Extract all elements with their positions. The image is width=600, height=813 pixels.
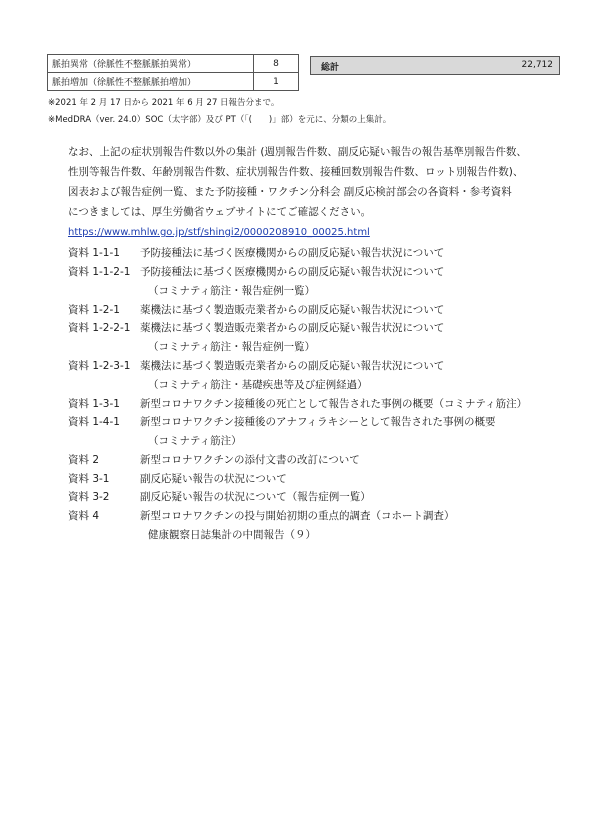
reference-title: 新型コロナワクチン接種後の死亡として報告された事例の概要（コミナティ筋注）: [140, 398, 528, 410]
reference-item: [68, 452, 360, 467]
symptom-name: 脈拍増加（徐脈性不整脈脈拍増加）: [48, 73, 254, 91]
total-value: 22,712: [521, 60, 553, 70]
reference-title: 副反応疑い報告の状況について: [140, 473, 287, 485]
reference-item: [68, 302, 444, 317]
reference-id: 資料 2: [68, 454, 100, 466]
symptom-count: 1: [254, 73, 299, 91]
reference-item: [68, 396, 527, 411]
reference-subtitle: （コミナティ筋注・基礎疾患等及び症例経過）: [148, 379, 368, 391]
symptom-count: 8: [254, 55, 299, 73]
note-period: ※2021 年 2 月 17 日から 2021 年 6 月 27 日報告分まで。: [48, 98, 280, 108]
reference-subtitle: （コミナティ筋注・報告症例一覧）: [148, 285, 316, 297]
reference-title: 薬機法に基づく製造販売業者からの副反応疑い報告状況について: [140, 322, 445, 334]
reference-subtitle: （コミナティ筋注）: [148, 435, 242, 447]
reference-title: 新型コロナワクチン接種後のアナフィラキシーとして報告された事例の概要: [140, 416, 496, 428]
reference-item: [68, 471, 287, 486]
symptom-name: 脈拍異常（徐脈性不整脈脈拍異常）: [48, 55, 254, 73]
reference-title: 薬機法に基づく製造販売業者からの副反応疑い報告状況について: [140, 360, 445, 372]
paragraph-line: につきましては、厚生労働省ウェブサイトにてご確認ください。: [68, 206, 372, 218]
table-row: [48, 73, 299, 91]
reference-id: 資料 1-3-1: [68, 398, 120, 410]
reference-title: 副反応疑い報告の状況について（報告症例一覧）: [140, 491, 371, 503]
reference-subtitle: （コミナティ筋注・報告症例一覧）: [148, 341, 316, 353]
reference-item: [68, 414, 496, 429]
reference-id: 資料 1-1-2-1: [68, 266, 131, 278]
reference-title: 新型コロナワクチンの投与開始初期の重点的調査（コホート調査）: [140, 510, 455, 522]
reference-id: 資料 1-1-1: [68, 247, 120, 259]
reference-id: 資料 1-2-1: [68, 304, 120, 316]
reference-title: 薬機法に基づく製造販売業者からの副反応疑い報告状況について: [140, 304, 445, 316]
info-paragraph: [68, 142, 548, 243]
reference-id: 資料 1-2-2-1: [68, 322, 131, 334]
total-label: 総計: [321, 63, 340, 73]
reference-id: 資料 3-1: [68, 473, 110, 485]
paragraph-line: 図表および報告症例一覧、また予防接種・ワクチン分科会 副反応検討部会の各資料・参考資料: [68, 186, 512, 198]
symptom-count-table: [47, 54, 299, 91]
table-row: [48, 55, 299, 73]
reference-item: [68, 264, 444, 279]
reference-item: [68, 245, 444, 260]
reference-item: [68, 320, 444, 335]
reference-id: 資料 1-4-1: [68, 416, 120, 428]
reference-id: 資料 3-2: [68, 491, 110, 503]
mhlw-website-link[interactable]: https://www.mhlw.go.jp/stf/shingi2/0000208910_00025.html: [68, 227, 370, 238]
reference-item: [68, 508, 454, 523]
reference-item: [68, 358, 444, 373]
reference-title: 新型コロナワクチンの添付文書の改訂について: [140, 454, 360, 466]
note-meddra: ※MedDRA（ver. 24.0）SOC（太字部）及び PT（「( )」部）を元に、分類の上集計。: [48, 115, 392, 125]
paragraph-line: 性別等報告件数、年齢別報告件数、症状別報告件数、接種回数別報告件数、ロット別報告件数)、: [68, 166, 524, 178]
reference-title: 予防接種法に基づく医療機関からの副反応疑い報告状況について: [140, 266, 445, 278]
reference-item: [68, 489, 371, 504]
total-box: [310, 56, 560, 75]
reference-id: 資料 1-2-3-1: [68, 360, 131, 372]
paragraph-line: なお、上記の症状別報告件数以外の集計 (週別報告件数、副反応疑い報告の報告基準別報告件数、: [68, 146, 527, 158]
reference-subtitle: 健康観察日誌集計の中間報告（９）: [148, 529, 316, 541]
reference-title: 予防接種法に基づく医療機関からの副反応疑い報告状況について: [140, 247, 445, 259]
reference-id: 資料 4: [68, 510, 100, 522]
